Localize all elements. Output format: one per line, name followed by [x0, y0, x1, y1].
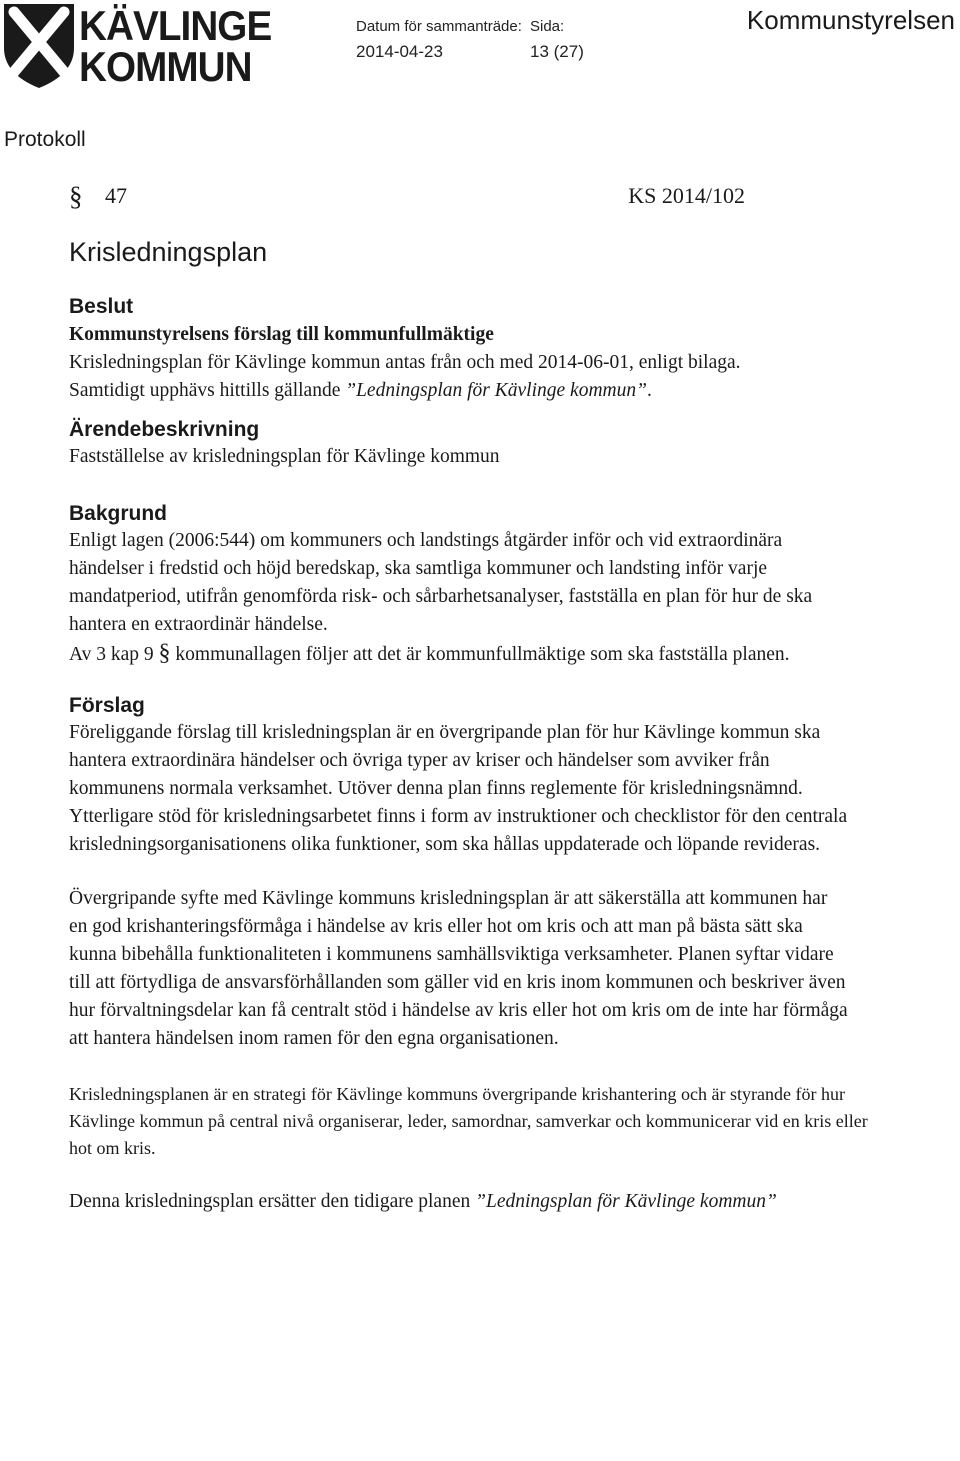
paragraph-number: 47 [105, 183, 127, 208]
forslag-text-3: Krisledningsplanen är en strategi för Kävlinge kommuns övergripande krishantering och är styrande för hur Kävlinge kommun på central nivå organiserar, leder, samordnar, samverkar och kommunicerar vid en kris eller hot om kris. [69, 1084, 868, 1158]
logo-wordmark [79, 2, 288, 90]
header-labels [356, 18, 564, 35]
beslut-repeal-plan-name: ”Ledningsplan för Kävlinge kommun” [345, 380, 647, 401]
forslag-replace-plan-name: ”Ledningsplan för Kävlinge kommun” [475, 1191, 777, 1212]
forslag-text-4 [69, 1188, 859, 1216]
page-label: Sida: [530, 18, 565, 35]
bakgrund-law-before: Av 3 kap 9 [69, 644, 159, 665]
document-type: Protokoll [4, 128, 86, 151]
paragraph-sign: § [69, 181, 83, 211]
organization-name: Kommunstyrelsen [746, 5, 955, 35]
header-values [356, 42, 584, 62]
shield-cross-icon [0, 2, 78, 90]
beslut-repeal-text [69, 377, 869, 405]
arende-subheading: Fastställelse av krisledningsplan för Kävlinge kommun [69, 446, 500, 467]
bakgrund-law-text [69, 639, 829, 669]
forslag-text-1: Föreliggande förslag till krisledningsplan är en övergripande plan för hur Kävlinge kommun ska hantera extraordinära händelser och övriga typer av kriser och händelser som avviker från kommunens normala verksamhet. Utöver denna plan finns reglemente för krisledningsnämnd. Ytterligare stöd för krisledningsarbetet finns i form av instruktioner och checklistor för den centrala krisledningsorganisationens olika funktioner, som ska hållas uppdaterade och löpande revideras. [69, 722, 848, 855]
paragraph-row [69, 181, 745, 211]
section-heading-bakgrund: Bakgrund [69, 502, 168, 525]
beslut-repeal-before: Samtidigt upphävs hittills gällande [69, 380, 346, 401]
section-heading-forslag: Förslag [69, 694, 145, 717]
bakgrund-law-after: kommunallagen följer att det är kommunfullmäktige som ska fastställa planen. [170, 644, 790, 665]
document-body [69, 294, 869, 1216]
logo-line2: KOMMUN [79, 43, 252, 90]
section-heading-beslut: Beslut [69, 295, 134, 318]
forslag-text-2: Övergripande syfte med Kävlinge kommuns krisledningsplan är att säkerställa att kommunen har en god krishanteringsförmåga i händelse av kris eller hot om kris och att man på bästa sätt ska kunna bibehålla funktionaliteten i kommunens samhällsviktiga verksamheter. Planen syftar vidare till att förtydliga de ansvarsförhållanden som gäller vid en kris inom kommunen och beskriver även hur förvaltningsdelar kan få centralt stöd i händelse av kris eller hot om kris om de inte har förmåga att hantera händelsen inom ramen för den egna organisationen. [69, 888, 848, 1049]
bakgrund-text: Enligt lagen (2006:544) om kommuners och landstings åtgärder inför och vid extraordinära händelser i fredstid och höjd beredskap, ska samtliga kommuner och landsting inför varje mandatperiod, utifrån genomförda risk- och sårbarhetsanalyser, fastställa en plan för hur de ska hantera en extraordinär händelse. [69, 530, 813, 635]
beslut-repeal-after: . [646, 380, 652, 401]
logo-line1: KÄVLINGE [79, 2, 272, 49]
beslut-subheading: Kommunstyrelsens förslag till kommunfullmäktige [69, 324, 494, 345]
forslag-replace-before: Denna krisledningsplan ersätter den tidigare planen [69, 1191, 476, 1212]
page-title: Krisledningsplan [69, 237, 268, 267]
meeting-date-value: 2014-04-23 [356, 42, 443, 61]
case-number: KS 2014/102 [628, 183, 745, 208]
page-value: 13 (27) [530, 42, 584, 61]
beslut-text: Krisledningsplan för Kävlinge kommun antas från och med 2014-06-01, enligt bilaga. [69, 352, 741, 373]
meeting-date-label: Datum för sammanträde: [356, 18, 522, 35]
section-heading-arendebeskrivning: Ärendebeskrivning [69, 418, 260, 441]
municipality-logo [0, 0, 272, 92]
bakgrund-law-sign: § [158, 640, 171, 666]
